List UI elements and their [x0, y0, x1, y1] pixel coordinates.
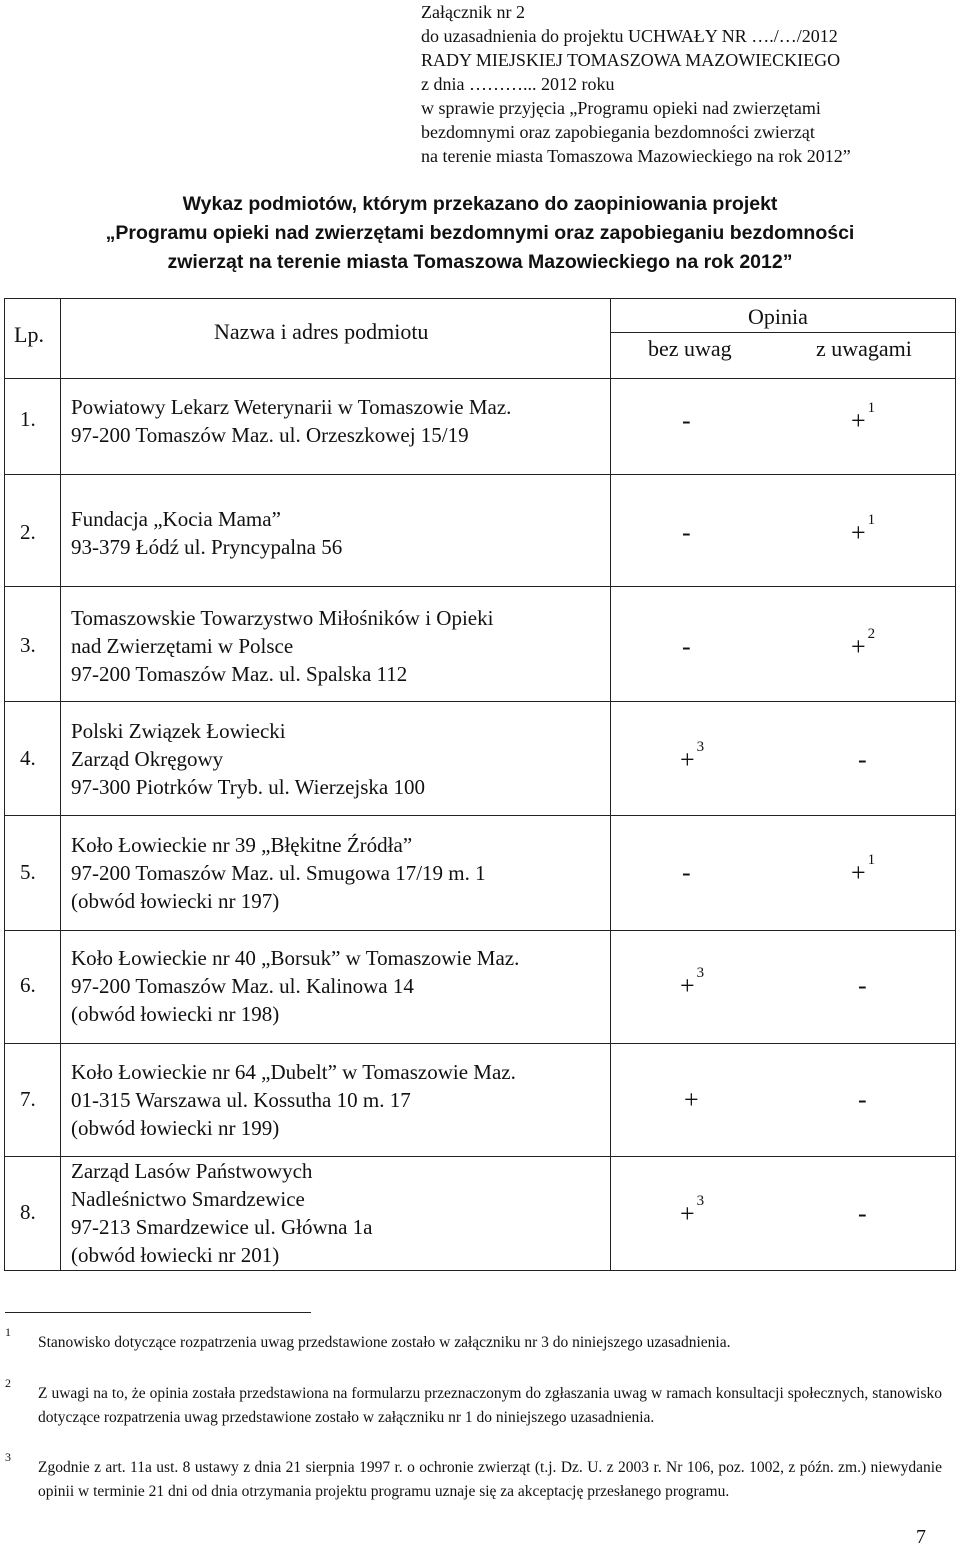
footnote-text: Z uwagi na to, że opinia została przedstawiona na formularzu przeznaczonym do zgłaszania uwag w ramach konsultacji społecznych, stanowisko dotyczące rozpatrzenia uwag przedstawione zostało w załączniku nr 1 do niniejszego uzasadnienia.: [38, 1385, 942, 1426]
footnote-text: Stanowisko dotyczące rozpatrzenia uwag przedstawione zostało w załączniku nr 3 do niniejszego uzasadnienia.: [38, 1334, 731, 1351]
opinion-without-remarks: [682, 858, 693, 888]
table-column-divider: [60, 298, 61, 1271]
opinion-with-remarks: [851, 400, 876, 436]
entity-line: 97-200 Tomaszów Maz. ul. Smugowa 17/19 m. 1: [71, 861, 486, 885]
opinion-mark: +: [684, 1085, 699, 1114]
entity-name-address: [71, 505, 342, 561]
entity-line: 01-315 Warszawa ul. Kossutha 10 m. 17: [71, 1088, 411, 1112]
row-number: 8.: [20, 1200, 36, 1224]
title-line: zwierząt na terenie miasta Tomaszowa Mazowieckiego na rok 2012”: [167, 251, 793, 273]
opinion-without-remarks: [682, 632, 693, 662]
opinion-without-remarks: [682, 518, 693, 548]
table-divider: [4, 378, 955, 379]
table-border-bottom: [4, 1270, 955, 1271]
opinion-with-remarks: [851, 626, 876, 662]
opinion-with-remarks: [858, 745, 869, 775]
entity-line: Tomaszowskie Towarzystwo Miłośników i Opieki: [71, 606, 494, 630]
opinion-without-remarks: [680, 1193, 705, 1229]
footnote-text: Zgodnie z art. 11a ust. 8 ustawy z dnia 21 sierpnia 1997 r. o ochronie zwierząt (t.j. Dz. U. z 2003 r. Nr 106, poz. 1002, z późn. zm.) niewydanie opinii w terminie 21 dni od dnia otrzymania projektu programu uznaje się za akceptację przesłanego programu.: [38, 1459, 942, 1500]
row-number: 3.: [20, 633, 36, 657]
entity-line: (obwód łowiecki nr 201): [71, 1243, 280, 1267]
row-number: 7.: [20, 1087, 36, 1111]
opinion-mark: -: [682, 858, 691, 887]
entity-line: Powiatowy Lekarz Weterynarii w Tomaszowie Maz.: [71, 395, 512, 419]
title-line: „Programu opieki nad zwierzętami bezdomnymi oraz zapobieganiu bezdomności: [105, 222, 855, 244]
opinion-with-remarks: [858, 1199, 869, 1229]
entity-line: 97-200 Tomaszów Maz. ul. Orzeszkowej 15/19: [71, 423, 469, 447]
row-number: 1.: [20, 407, 36, 431]
entity-line: Zarząd Lasów Państwowych: [71, 1159, 313, 1183]
row-number: 6.: [20, 973, 36, 997]
header-opinion: Opinia: [748, 304, 808, 329]
table-divider: [4, 815, 955, 816]
footnote-number: 2: [5, 1376, 11, 1390]
entity-line: Koło Łowieckie nr 39 „Błękitne Źródła”: [71, 833, 413, 857]
opinion-mark: +: [851, 632, 866, 661]
opinion-mark: +: [680, 1199, 695, 1228]
opinion-mark: +: [851, 858, 866, 887]
opinion-with-remarks: [851, 512, 876, 548]
entity-name-address: [71, 831, 486, 915]
opinion-mark: -: [858, 1085, 867, 1114]
opinion-mark: +: [680, 971, 695, 1000]
title-line: Wykaz podmiotów, którym przekazano do zaopiniowania projekt: [182, 193, 778, 215]
header-line: w sprawie przyjęcia „Programu opieki nad zwierzętami: [421, 98, 821, 118]
table-border-left: [4, 298, 5, 1271]
footnote-ref: 1: [867, 512, 876, 528]
entity-line: 93-379 Łódź ul. Pryncypalna 56: [71, 535, 343, 559]
row-number: 2.: [20, 520, 36, 544]
opinion-with-remarks: [858, 1085, 869, 1115]
page-number: 7: [916, 1526, 926, 1548]
opinion-without-remarks: [680, 965, 705, 1001]
header-without-remarks: bez uwag: [648, 336, 732, 361]
entity-name-address: [71, 1157, 373, 1269]
table-divider: [4, 701, 955, 702]
table-column-divider: [610, 298, 611, 1271]
footnote-number: 3: [5, 1450, 11, 1464]
header-line: do uzasadnienia do projektu UCHWAŁY NR …./…/2012: [421, 26, 838, 46]
entity-line: Fundacja „Kocia Mama”: [71, 507, 281, 531]
table-divider: [4, 474, 955, 475]
entity-line: Polski Związek Łowiecki: [71, 719, 286, 743]
opinion-mark: +: [851, 406, 866, 435]
entity-line: 97-200 Tomaszów Maz. ul. Kalinowa 14: [71, 974, 414, 998]
entity-line: Nadleśnictwo Smardzewice: [71, 1187, 305, 1211]
header-line: RADY MIEJSKIEJ TOMASZOWA MAZOWIECKIEGO: [421, 50, 841, 70]
opinion-mark: -: [682, 632, 691, 661]
opinion-mark: -: [682, 518, 691, 547]
header-line: Załącznik nr 2: [421, 2, 525, 22]
entity-line: 97-200 Tomaszów Maz. ul. Spalska 112: [71, 662, 408, 686]
opinion-without-remarks: [684, 1085, 701, 1115]
opinion-with-remarks: [858, 971, 869, 1001]
opinion-without-remarks: [682, 406, 693, 436]
opinion-mark: -: [858, 745, 867, 774]
footnote-separator: [5, 1312, 311, 1313]
opinion-mark: +: [680, 745, 695, 774]
table-divider: [4, 1043, 955, 1044]
footnote-ref: 3: [696, 965, 705, 981]
entity-line: Koło Łowieckie nr 40 „Borsuk” w Tomaszowie Maz.: [71, 946, 520, 970]
opinion-header-divider: [610, 332, 955, 333]
row-number: 4.: [20, 746, 36, 770]
entity-name-address: [71, 1058, 516, 1142]
entity-line: Koło Łowieckie nr 64 „Dubelt” w Tomaszowie Maz.: [71, 1060, 516, 1084]
entity-line: (obwód łowiecki nr 197): [71, 889, 280, 913]
header-line: na terenie miasta Tomaszowa Mazowieckiego na rok 2012”: [421, 146, 851, 166]
opinion-mark: -: [682, 406, 691, 435]
opinion-with-remarks: [851, 852, 876, 888]
attachment-header: [421, 0, 851, 168]
footnote-ref: 1: [867, 852, 876, 868]
row-number: 5.: [20, 860, 36, 884]
table-border-top: [4, 298, 955, 299]
entity-line: nad Zwierzętami w Polsce: [71, 634, 294, 658]
header-name: Nazwa i adres podmiotu: [214, 319, 429, 344]
entity-name-address: [71, 393, 511, 449]
entity-line: 97-300 Piotrków Tryb. ul. Wierzejska 100: [71, 775, 426, 799]
header-line: z dnia ………... 2012 roku: [421, 74, 615, 94]
footnote-ref: 3: [696, 1193, 705, 1209]
entity-name-address: [71, 717, 425, 801]
header-lp: Lp.: [14, 322, 44, 347]
footnote-ref: 2: [867, 626, 876, 642]
entity-line: (obwód łowiecki nr 199): [71, 1116, 280, 1140]
footnote-number: 1: [5, 1325, 11, 1339]
footnote-ref: 1: [867, 400, 876, 416]
table-divider: [4, 586, 955, 587]
opinion-without-remarks: [680, 739, 705, 775]
opinion-mark: +: [851, 518, 866, 547]
table-divider: [4, 930, 955, 931]
table-border-right: [955, 298, 956, 1271]
opinion-mark: -: [858, 1199, 867, 1228]
entity-name-address: [71, 944, 519, 1028]
header-with-remarks: z uwagami: [816, 336, 912, 361]
document-title: [0, 190, 960, 277]
entity-line: (obwód łowiecki nr 198): [71, 1002, 280, 1026]
footnote-ref: 3: [696, 739, 705, 755]
entity-line: 97-213 Smardzewice ul. Główna 1a: [71, 1215, 373, 1239]
entity-name-address: [71, 604, 493, 688]
header-line: bezdomnymi oraz zapobiegania bezdomności zwierząt: [421, 122, 815, 142]
entity-line: Zarząd Okręgowy: [71, 747, 224, 771]
opinion-mark: -: [858, 971, 867, 1000]
